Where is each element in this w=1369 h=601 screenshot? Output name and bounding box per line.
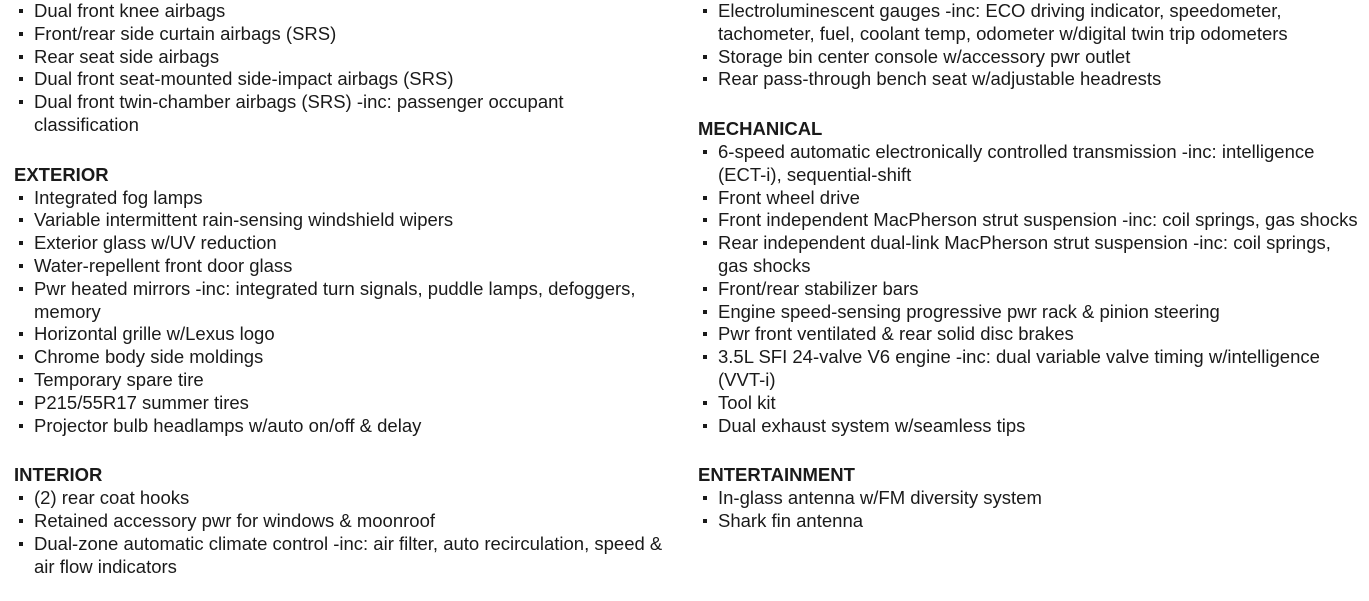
list-item-text: Engine speed-sensing progressive pwr rack & pinion steering: [718, 300, 1220, 322]
bullet-icon: [19, 378, 23, 382]
list-item-text: In-glass antenna w/FM diversity system: [718, 487, 1042, 509]
list-item: [14, 91, 664, 137]
list-item: [14, 68, 664, 91]
list-item-text: Retained accessory pwr for windows & moonroof: [34, 509, 436, 531]
list-item-text: Dual front seat-mounted side-impact airbags (SRS): [34, 68, 454, 90]
bullet-icon: [19, 542, 23, 546]
list-item-text: Pwr front ventilated & rear solid disc brakes: [718, 323, 1074, 345]
entertainment-section: [698, 464, 1358, 532]
bullet-icon: [703, 55, 707, 59]
list-item-text: 6-speed automatic electronically controlled transmission -inc: intelligence (ECT-i), sequential-shift: [718, 140, 1315, 185]
bullet-icon: [19, 355, 23, 359]
bullet-icon: [19, 196, 23, 200]
safety-list: [14, 0, 664, 137]
list-item-text: Front wheel drive: [718, 186, 860, 208]
mechanical-section: [698, 118, 1358, 437]
list-item-text: Dual exhaust system w/seamless tips: [718, 414, 1026, 436]
list-item: [698, 323, 1358, 346]
list-item: [14, 487, 664, 510]
list-item: [698, 68, 1358, 91]
list-item-text: Rear pass-through bench seat w/adjustable headrests: [718, 68, 1162, 90]
list-item: [14, 415, 664, 438]
interior-continued-list: [698, 0, 1358, 91]
list-item: [14, 346, 664, 369]
bullet-icon: [703, 310, 707, 314]
list-item: [698, 346, 1358, 392]
list-item: [14, 510, 664, 533]
bullet-icon: [703, 332, 707, 336]
list-item-text: Shark fin antenna: [718, 509, 864, 531]
list-item: [698, 392, 1358, 415]
bullet-icon: [703, 218, 707, 222]
list-item: [698, 0, 1358, 46]
bullet-icon: [19, 332, 23, 336]
bullet-icon: [703, 9, 707, 13]
list-item: [14, 232, 664, 255]
bullet-icon: [19, 100, 23, 104]
bullet-icon: [19, 77, 23, 81]
list-item-text: Projector bulb headlamps w/auto on/off & delay: [34, 414, 422, 436]
list-item: [14, 187, 664, 210]
list-item-text: Dual-zone automatic climate control -inc: air filter, auto recirculation, speed & air flow indicators: [34, 532, 663, 577]
list-item-text: Rear independent dual-link MacPherson strut suspension -inc: coil springs, gas shocks: [718, 232, 1331, 276]
list-item-text: Exterior glass w/UV reduction: [34, 232, 277, 254]
bullet-icon: [19, 287, 23, 291]
list-item: [698, 141, 1358, 187]
bullet-icon: [703, 150, 707, 154]
bullet-icon: [19, 264, 23, 268]
bullet-icon: [19, 32, 23, 36]
list-item: [14, 278, 664, 324]
bullet-icon: [703, 77, 707, 81]
bullet-icon: [703, 355, 707, 359]
list-item-text: Integrated fog lamps: [34, 186, 203, 208]
list-item-text: Water-repellent front door glass: [34, 254, 293, 276]
entertainment-heading: ENTERTAINMENT: [698, 464, 855, 486]
bullet-icon: [703, 287, 707, 291]
list-item-text: 3.5L SFI 24-valve V6 engine -inc: dual variable valve timing w/intelligence (VVT-i): [718, 346, 1320, 390]
left-column: [14, 0, 664, 578]
exterior-section: [14, 164, 664, 438]
interior-list: [14, 487, 664, 578]
list-item-text: Electroluminescent gauges -inc: ECO driving indicator, speedometer, tachometer, fuel, coolant temp, odometer w/digital twin trip odometers: [718, 0, 1288, 44]
list-item: [698, 46, 1358, 69]
list-item: [14, 533, 664, 579]
list-item: [698, 187, 1358, 210]
list-item: [14, 392, 664, 415]
list-item: [698, 209, 1358, 232]
list-item: [14, 369, 664, 392]
list-item: [698, 278, 1358, 301]
list-item: [698, 510, 1358, 533]
bullet-icon: [19, 241, 23, 245]
list-item-text: Tool kit: [718, 391, 776, 413]
bullet-icon: [19, 55, 23, 59]
list-item-text: Horizontal grille w/Lexus logo: [34, 323, 275, 345]
list-item: [14, 23, 664, 46]
list-item: [14, 0, 664, 23]
list-item-text: Chrome body side moldings: [34, 346, 264, 368]
mechanical-heading: MECHANICAL: [698, 118, 823, 140]
list-item-text: Front/rear side curtain airbags (SRS): [34, 22, 337, 44]
list-item-text: Front/rear stabilizer bars: [718, 277, 919, 299]
safety-continued-section: [14, 0, 664, 137]
list-item: [698, 301, 1358, 324]
bullet-icon: [19, 424, 23, 428]
interior-heading: INTERIOR: [14, 464, 103, 486]
list-item-text: Dual front knee airbags: [34, 0, 226, 21]
bullet-icon: [703, 496, 707, 500]
list-item-text: Rear seat side airbags: [34, 45, 220, 67]
exterior-list: [14, 187, 664, 438]
list-item: [14, 255, 664, 278]
bullet-icon: [703, 401, 707, 405]
list-item: [698, 232, 1358, 278]
list-item: [698, 487, 1358, 510]
right-column: [698, 0, 1358, 533]
list-item-text: Front independent MacPherson strut suspension -inc: coil springs, gas shocks: [718, 209, 1358, 231]
list-item: [14, 209, 664, 232]
list-item-text: Variable intermittent rain-sensing windshield wipers: [34, 209, 454, 231]
list-item-text: P215/55R17 summer tires: [34, 391, 249, 413]
interior-section: [14, 464, 664, 578]
list-item: [698, 415, 1358, 438]
bullet-icon: [19, 496, 23, 500]
list-item-text: Dual front twin-chamber airbags (SRS) -inc: passenger occupant classification: [34, 91, 564, 135]
list-item: [14, 46, 664, 69]
bullet-icon: [703, 424, 707, 428]
bullet-icon: [19, 519, 23, 523]
bullet-icon: [19, 218, 23, 222]
list-item-text: Storage bin center console w/accessory pwr outlet: [718, 45, 1131, 67]
bullet-icon: [703, 241, 707, 245]
list-item-text: (2) rear coat hooks: [34, 487, 190, 509]
bullet-icon: [703, 196, 707, 200]
entertainment-list: [698, 487, 1358, 533]
interior-continued-section: [698, 0, 1358, 91]
bullet-icon: [19, 401, 23, 405]
bullet-icon: [19, 9, 23, 13]
bullet-icon: [703, 519, 707, 523]
list-item-text: Pwr heated mirrors -inc: integrated turn signals, puddle lamps, defoggers, memory: [34, 277, 636, 322]
mechanical-list: [698, 141, 1358, 437]
list-item: [14, 323, 664, 346]
list-item-text: Temporary spare tire: [34, 368, 204, 390]
exterior-heading: EXTERIOR: [14, 163, 109, 185]
